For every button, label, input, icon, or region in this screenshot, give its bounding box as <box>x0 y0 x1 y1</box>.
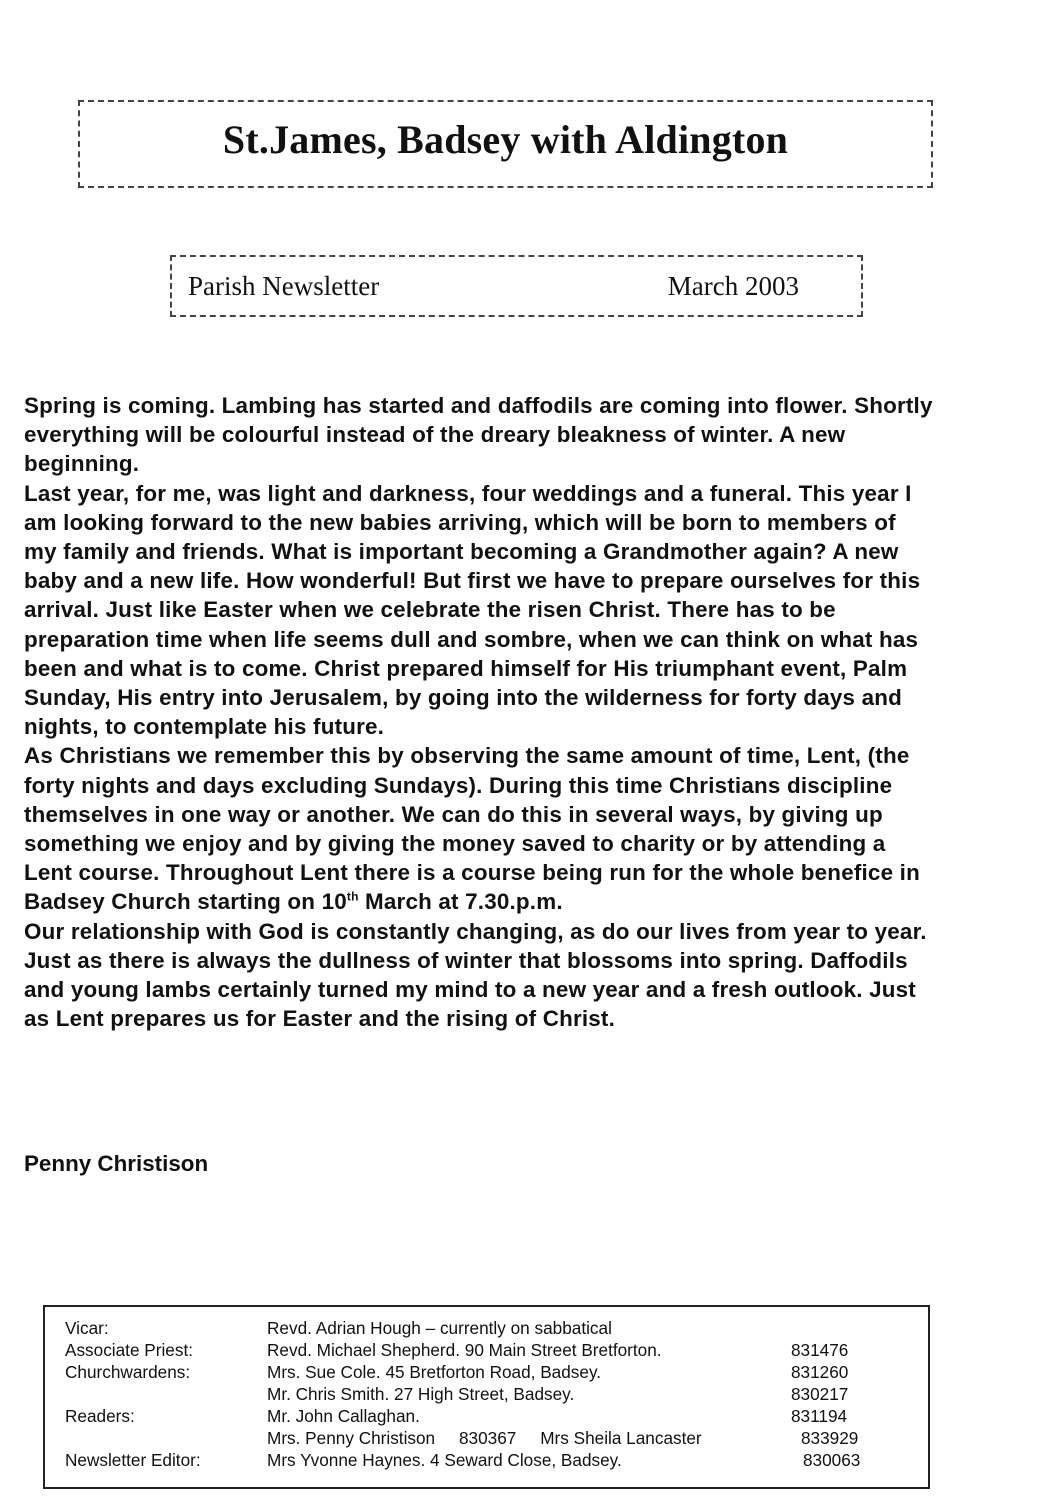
newsletter-header-box <box>170 255 863 317</box>
article-paragraph-1: Spring is coming. Lambing has started and daffodils are coming into flower. Shortly everything will be colourful instead of the dreary bleakness of winter. A new beginning. <box>24 393 933 477</box>
detail-churchwarden-2: Mr. Chris Smith. 27 High Street, Badsey. <box>267 1384 575 1404</box>
parish-title: St.James, Badsey with Aldington <box>222 117 789 162</box>
article-paragraph-3 <box>24 741 934 916</box>
contacts-box <box>43 1305 930 1489</box>
detail-reader-2: Mrs. Penny Christison 830367 Mrs Sheila Lancaster <box>267 1428 702 1448</box>
contact-row-associate-priest <box>45 1340 928 1362</box>
phone-reader-2: 833929 <box>801 1428 859 1448</box>
detail-newsletter-editor: Mrs Yvonne Haynes. 4 Seward Close, Badsey. <box>267 1450 622 1470</box>
contact-row-newsletter-editor <box>45 1450 928 1472</box>
article-paragraph-4: Our relationship with God is constantly changing, as do our lives from year to year. Just as there is always the dullness of winter that blossoms into spring. Daffodils and young lambs certainly turned my mind to a new year and a fresh outlook. Just as Lent prepares us for Easter and the rising of Christ. <box>24 918 927 1032</box>
phone-reader-1: 831194 <box>791 1406 848 1426</box>
detail-vicar: Revd. Adrian Hough – currently on sabbatical <box>267 1318 612 1338</box>
article-paragraph-2: Last year, for me, was light and darkness, four weddings and a funeral. This year I am looking forward to the new babies arriving, which will be born to members of my family and friends. What is important becoming a Grandmother again? A new baby and a new life. How wonderful! But first we have to prepare ourselves for this arrival. Just like Easter when we celebrate the risen Christ. There has to be preparation time when life seems dull and sombre, when we can think on what has been and what is to come. Christ prepared himself for His triumphant event, Palm Sunday, His entry into Jerusalem, by going into the wilderness for forty days and nights, to contemplate his future. <box>24 480 921 740</box>
role-readers: Readers: <box>65 1406 135 1426</box>
contact-row-reader-2 <box>45 1428 928 1450</box>
phone-newsletter-editor: 830063 <box>803 1450 861 1470</box>
article-paragraph-3-end: March at 7.30.p.m. <box>358 889 563 915</box>
phone-churchwarden-1: 831260 <box>791 1362 849 1382</box>
detail-reader-1: Mr. John Callaghan. <box>267 1406 420 1426</box>
article-body <box>24 391 934 1033</box>
signature: Penny Christison <box>24 1151 209 1176</box>
article-paragraph-3-text: As Christians we remember this by observing the same amount of time, Lent, (the forty nights and days excluding Sundays). During this time Christians discipline themselves in one way or another. We can do this in several ways, by giving up something we enjoy and by giving the money saved to charity or by attending a Lent course. Throughout Lent there is a course being run for the whole benefice in Badsey Church starting on 10 <box>24 743 920 915</box>
detail-churchwarden-1: Mrs. Sue Cole. 45 Bretforton Road, Badsey. <box>267 1362 602 1382</box>
contact-row-reader-1 <box>45 1406 928 1428</box>
contact-row-churchwarden-2 <box>45 1384 928 1406</box>
newsletter-date: March 2003 <box>667 271 799 301</box>
role-vicar: Vicar: <box>65 1318 109 1338</box>
title-box <box>78 100 933 188</box>
phone-associate-priest: 831476 <box>791 1340 849 1360</box>
detail-associate-priest: Revd. Michael Shepherd. 90 Main Street Bretforton. <box>267 1340 662 1360</box>
role-associate-priest: Associate Priest: <box>65 1340 193 1360</box>
newsletter-label: Parish Newsletter <box>188 271 380 301</box>
contact-row-vicar <box>45 1318 928 1340</box>
contact-row-churchwarden-1 <box>45 1362 928 1384</box>
role-newsletter-editor: Newsletter Editor: <box>65 1450 201 1470</box>
phone-churchwarden-2: 830217 <box>791 1384 849 1404</box>
ordinal-suffix: th <box>346 889 359 904</box>
role-churchwardens: Churchwardens: <box>65 1362 191 1382</box>
